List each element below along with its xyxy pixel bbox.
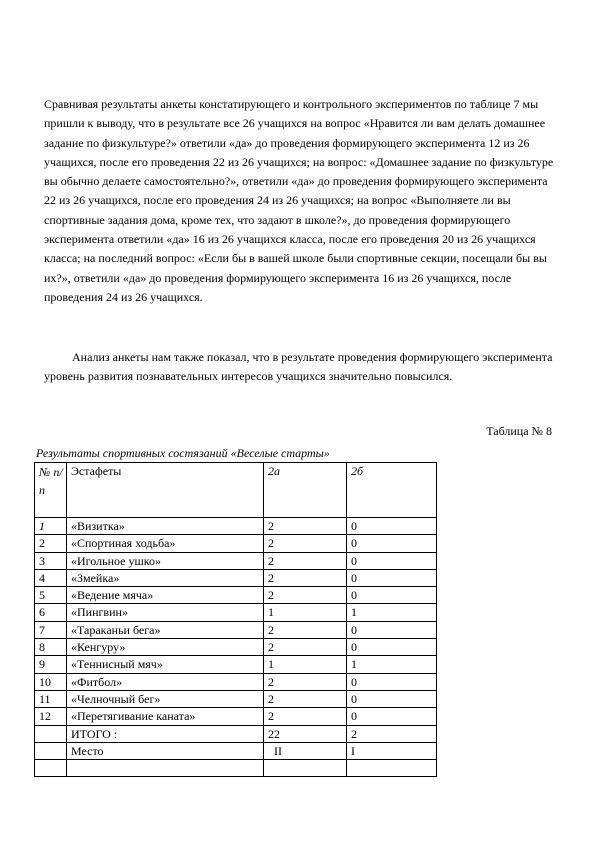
row-number: 10 [35,673,67,690]
table-row [35,708,437,725]
score-2a: 2 [264,673,347,690]
empty-cell [347,760,437,777]
table-header-row [35,463,437,518]
table-row [35,621,437,638]
table-row [35,587,437,604]
score-2a: 2 [264,569,347,586]
table-caption: Результаты спортивных состязаний «Веселые старты» [36,446,330,460]
row-number: 1 [35,518,67,535]
score-2b: 0 [347,621,437,638]
empty-cell [67,760,264,777]
results-table [34,462,437,777]
total-number-cell [35,725,67,742]
relay-name: «Спортиная ходьба» [67,535,264,552]
score-2a: 1 [264,604,347,621]
score-2b: 0 [347,639,437,656]
row-number: 6 [35,604,67,621]
row-number: 9 [35,656,67,673]
score-2a: 1 [264,656,347,673]
place-2a: II [264,742,347,759]
table-row [35,639,437,656]
relay-name: «Перетягивание каната» [67,708,264,725]
place-row [35,742,437,759]
score-2b: 1 [347,604,437,621]
table-row [35,518,437,535]
header-2a: 2а [264,463,347,518]
total-2a: 22 [264,725,347,742]
score-2b: 0 [347,673,437,690]
score-2b: 0 [347,518,437,535]
paragraph-conclusion: Анализ анкеты нам также показал, что в результате проведения формирующего эксперимента уровень развития познавательных интересов учащихся значительно повысился. [44,350,553,384]
score-2a: 2 [264,621,347,638]
score-2a: 2 [264,535,347,552]
total-2b: 2 [347,725,437,742]
empty-cell [35,760,67,777]
score-2a: 2 [264,552,347,569]
relay-name: «Игольное ушко» [67,552,264,569]
score-2b: 0 [347,569,437,586]
table-number: Таблица № 8 [486,424,552,438]
row-number: 12 [35,708,67,725]
relay-name: «Кенгуру» [67,639,264,656]
empty-row [35,760,437,777]
relay-name: «Фитбол» [67,673,264,690]
score-2b: 0 [347,587,437,604]
table-row [35,673,437,690]
relay-name: «Челночный бег» [67,690,264,707]
row-number: 11 [35,690,67,707]
place-label: Место [67,742,264,759]
table-row [35,604,437,621]
score-2a: 2 [264,518,347,535]
table-row [35,552,437,569]
score-2a: 2 [264,708,347,725]
place-number-cell [35,742,67,759]
table-row [35,656,437,673]
relay-name: «Визитка» [67,518,264,535]
table-row [35,535,437,552]
table-row [35,690,437,707]
empty-cell [264,760,347,777]
score-2a: 2 [264,690,347,707]
score-2b: 0 [347,535,437,552]
header-number: № п/ п [35,463,67,518]
paragraph-comparison: Сравнивая результаты анкеты констатирующего и контрольного экспериментов по таблице 7 мы пришли к выводу, что в результате все 26 учащихся на вопрос «Нравится ли вам делать домашнее задание по физкультуре?» ответили «да» до проведения формирующего эксперимента 12 из 26 учащихся, после его проведения 22 из 26 учащихся; на вопрос: «Домашнее задание по физкультуре вы обычно делаете самостоятельно?», ответили «да» до проведения формирующего эксперимента 22 из 26 учащихся, после его проведения 24 из 26 учащихся; на вопрос «Выполняете ли вы спортивные задания дома, кроме тех, что задают в школе?», до проведения формирующего эксперимента ответили «да» 16 из 26 учащихся класса, после его проведения 20 из 26 учащихся класса; на последний вопрос: «Если бы в вашей школе были спортивные секции, посещали бы вы их?», ответили «да» до проведения формирующего эксперимента 16 из 26 учащихся, после проведения 24 из 26 учащихся. [44,97,554,304]
header-2b: 2б [347,463,437,518]
header-relays: Эстафеты [67,463,264,518]
relay-name: «Тараканьи бега» [67,621,264,638]
score-2b: 1 [347,656,437,673]
row-number: 2 [35,535,67,552]
place-2b: I [347,742,437,759]
total-label: ИТОГО : [67,725,264,742]
row-number: 3 [35,552,67,569]
row-number: 7 [35,621,67,638]
score-2a: 2 [264,587,347,604]
total-row [35,725,437,742]
score-2a: 2 [264,639,347,656]
relay-name: «Теннисный мяч» [67,656,264,673]
row-number: 4 [35,569,67,586]
score-2b: 0 [347,690,437,707]
relay-name: «Пингвин» [67,604,264,621]
relay-name: «Ведение мяча» [67,587,264,604]
score-2b: 0 [347,552,437,569]
row-number: 8 [35,639,67,656]
score-2b: 0 [347,708,437,725]
relay-name: «Змейка» [67,569,264,586]
table-row [35,569,437,586]
row-number: 5 [35,587,67,604]
